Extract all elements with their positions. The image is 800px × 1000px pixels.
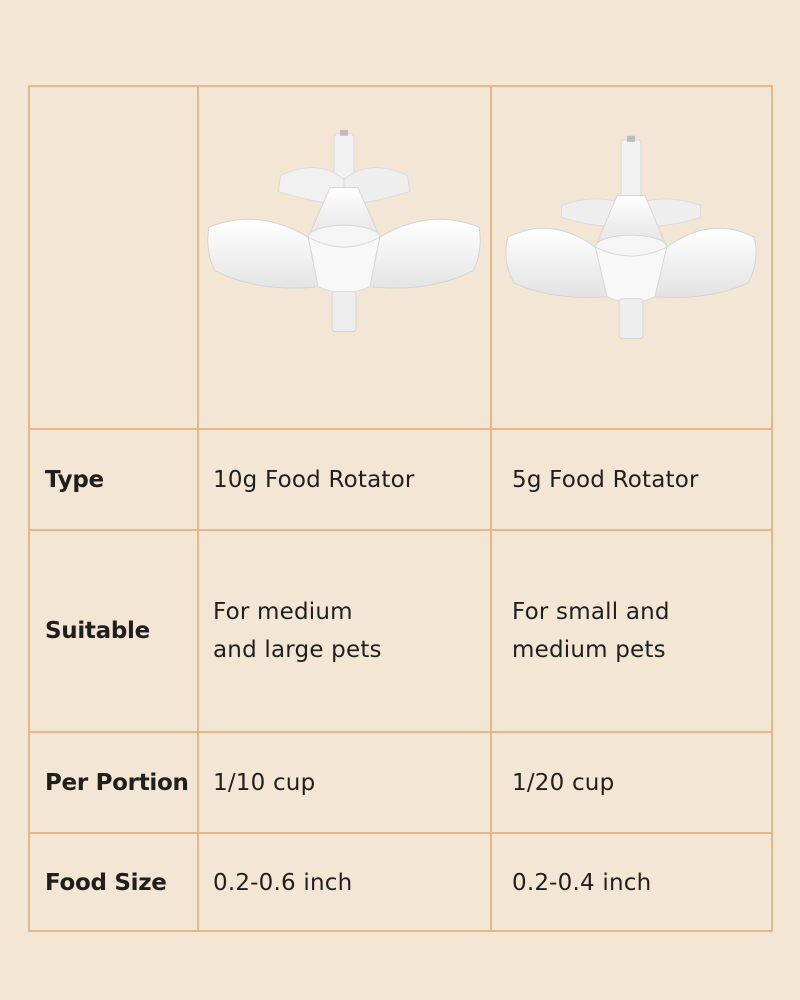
row-label-per-portion: Per Portion (45, 769, 189, 796)
empty-header-cell (30, 87, 197, 428)
table-row-per-portion (30, 731, 771, 832)
suitable-10g-value: For medium and large pets (213, 599, 382, 663)
type-5g-value: 5g Food Rotator (512, 466, 699, 493)
comparison-table (28, 85, 773, 932)
rotator-10g-image-cell (197, 87, 490, 428)
food-size-10g-value: 0.2-0.6 inch (213, 870, 353, 896)
row-label-food-size: Food Size (45, 870, 167, 896)
type-10g-value: 10g Food Rotator (213, 466, 415, 493)
row-label-type: Type (45, 466, 104, 493)
suitable-5g-value: For small and medium pets (512, 599, 670, 663)
table-row-food-size (30, 832, 771, 932)
row-label-suitable: Suitable (45, 618, 150, 644)
table-row-suitable (30, 529, 771, 731)
portion-10g-value: 1/10 cup (213, 769, 316, 796)
rotator-5g-image (492, 87, 773, 428)
food-size-5g-value: 0.2-0.4 inch (512, 870, 652, 896)
table-row-type (30, 428, 771, 529)
image-row (30, 87, 771, 428)
rotator-5g-image-cell (490, 87, 773, 428)
portion-5g-value: 1/20 cup (512, 769, 615, 796)
rotator-10g-image (199, 87, 490, 428)
